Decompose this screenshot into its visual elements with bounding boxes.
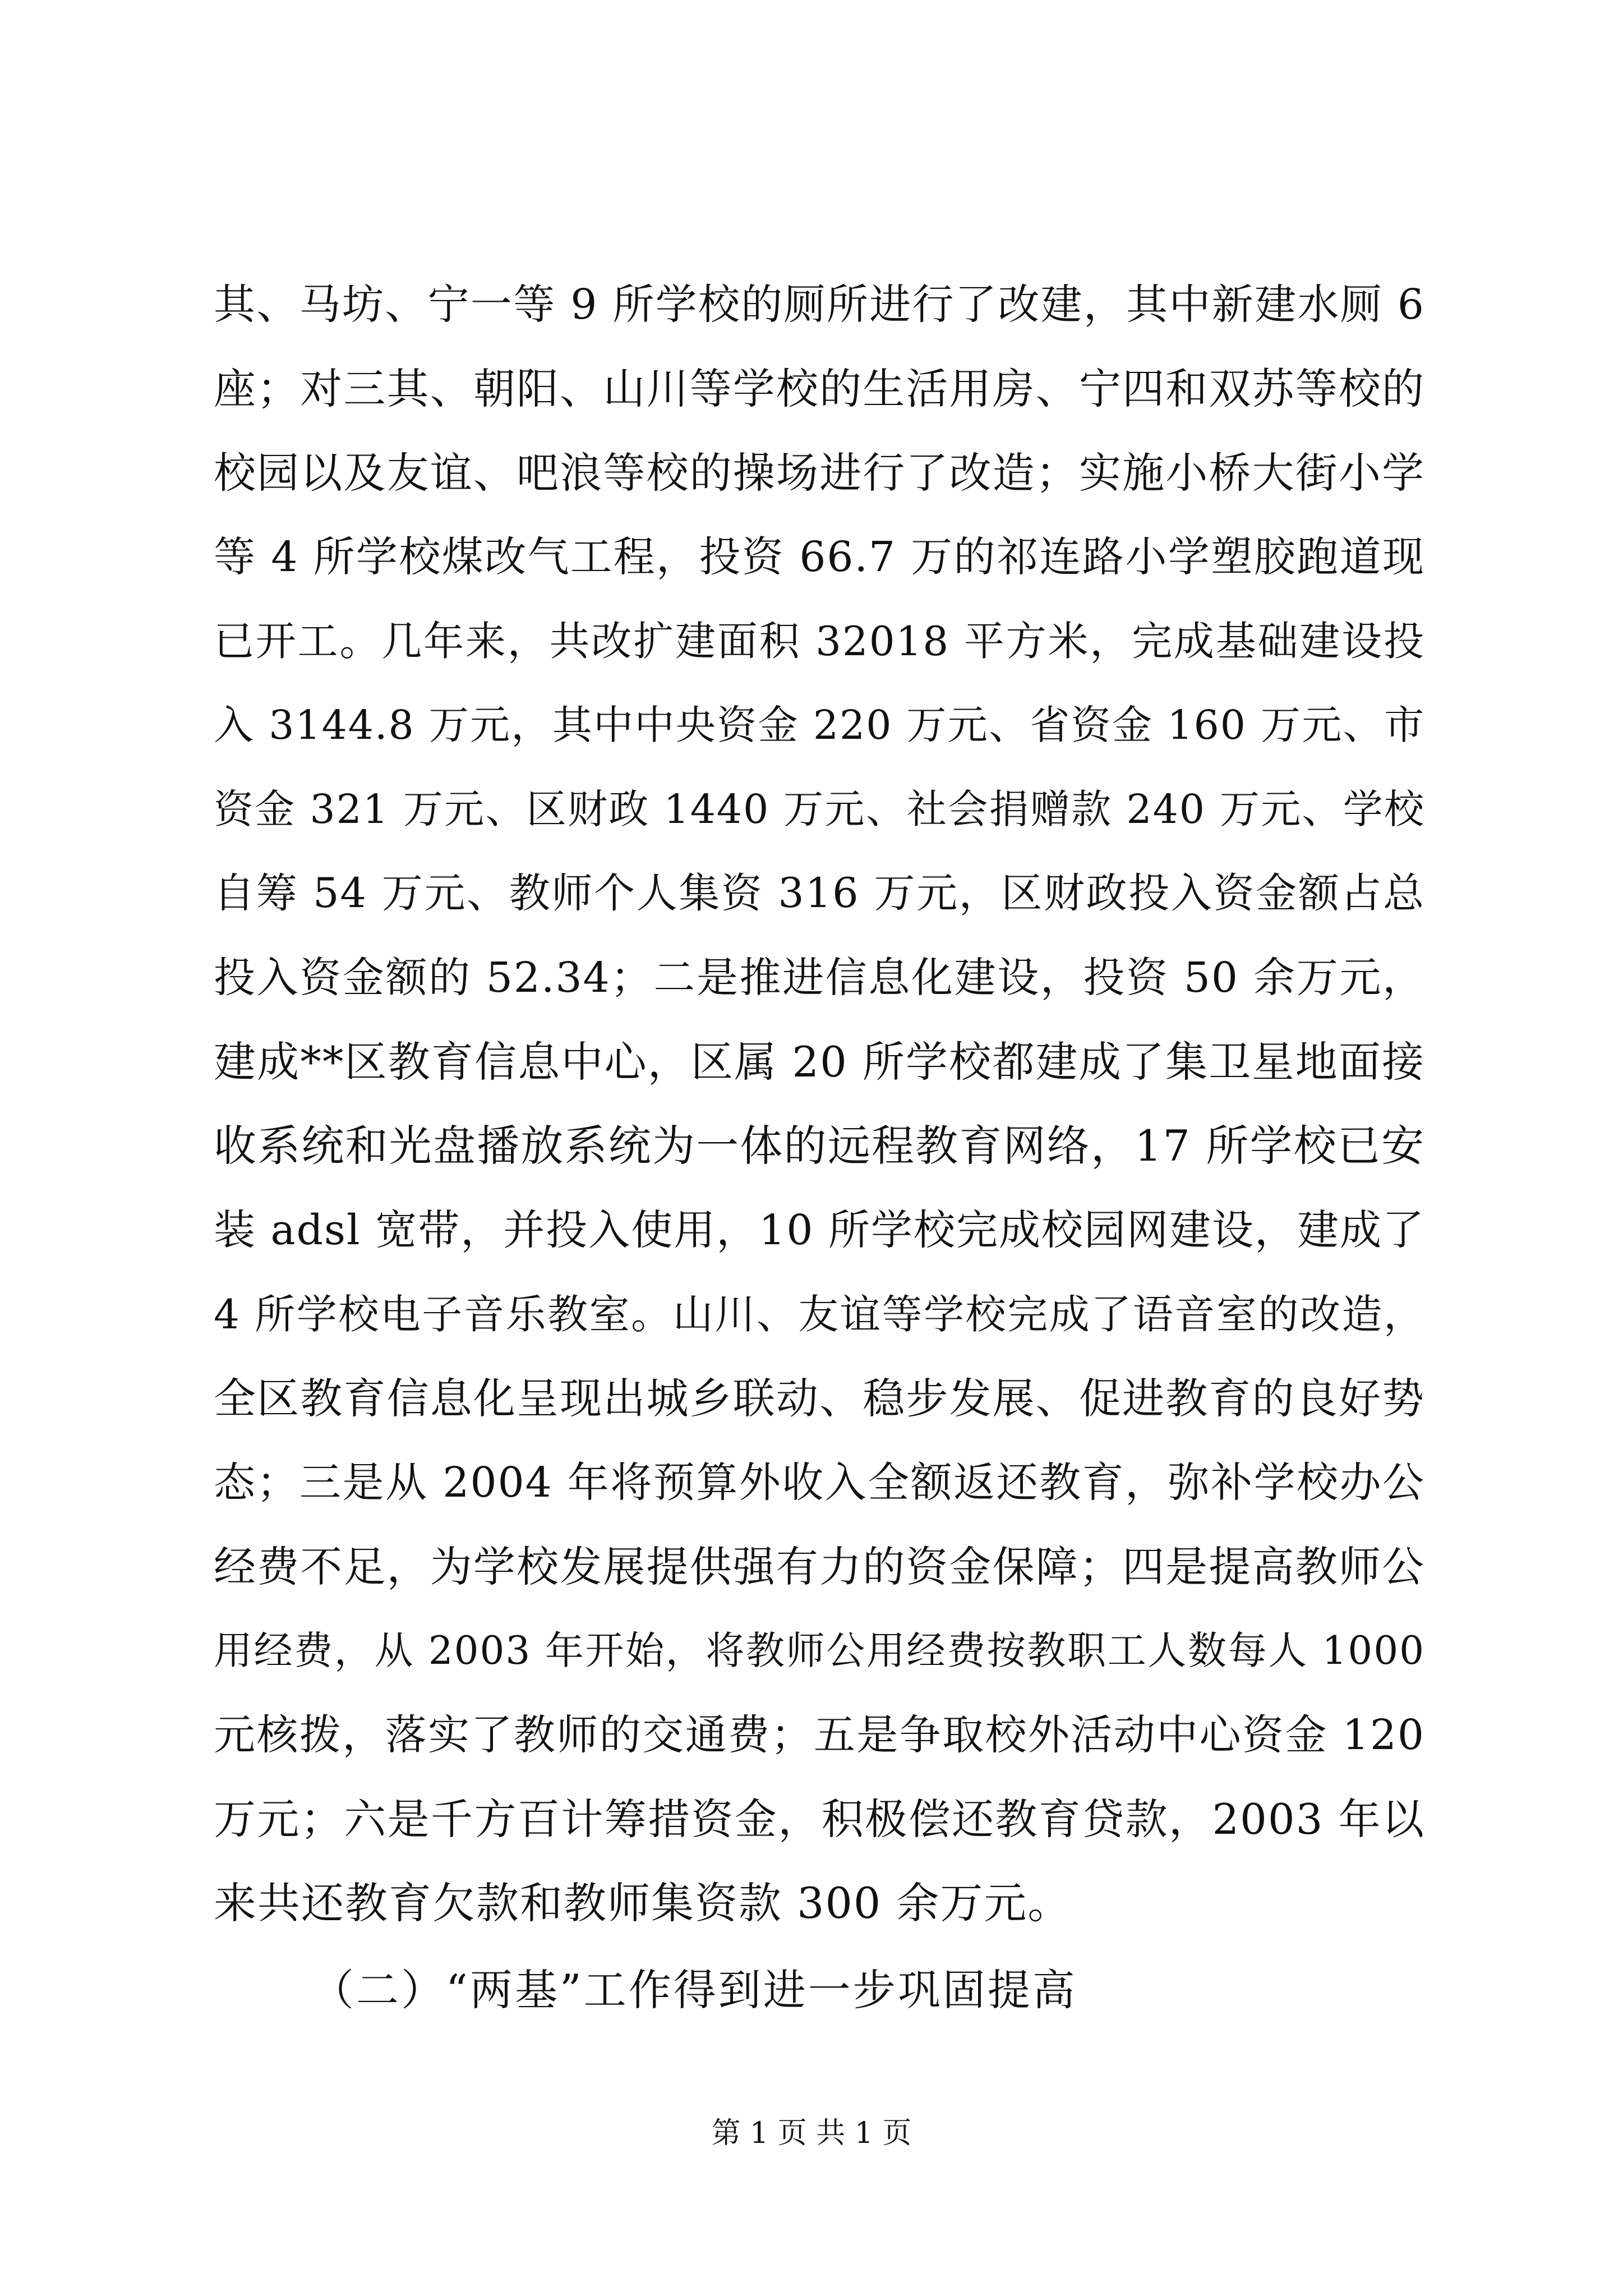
text-line-8: 自筹 54 万元、教师个人集资 316 万元，区财政投入资金额占总: [214, 869, 1425, 917]
text-line-2: 座；对三其、朝阳、山川等学校的生活用房、宁四和双苏等校的: [214, 364, 1425, 413]
text-line-19: 万元；六是千方百计筹措资金，积极偿还教育贷款，2003 年以: [214, 1795, 1425, 1844]
text-line-7: 资金 321 万元、区财政 1440 万元、社会捐赠款 240 万元、学校: [214, 786, 1425, 832]
text-line-9: 投入资金额的 52.34；二是推进信息化建设，投资 50 余万元，: [214, 954, 1425, 1002]
text-line-12: 装 adsl 宽带，并投入使用，10 所学校完成校园网建设，建成了: [214, 1206, 1425, 1254]
body-paragraph: [214, 263, 1425, 1945]
text-line-11: 收系统和光盘播放系统为一体的远程教育网络，17 所学校已安: [214, 1121, 1425, 1171]
text-line-16: 经费不足，为学校发展提供强有力的资金保障；四是提高教师公: [214, 1542, 1425, 1591]
text-line-20: 来共还教育欠款和教师集资款 300 余万元。: [214, 1878, 1072, 1928]
text-line-4: 等 4 所学校煤改气工程，投资 66.7 万的祁连路小学塑胶跑道现: [214, 533, 1425, 581]
text-line-13: 4 所学校电子音乐教室。山川、友谊等学校完成了语音室的改造，: [214, 1291, 1425, 1338]
page-footer: 第 1 页 共 1 页: [711, 2116, 912, 2150]
section-heading: （二）“两基”工作得到进一步巩固提高: [311, 1965, 1077, 2015]
text-line-6: 入 3144.8 万元，其中中央资金 220 万元、省资金 160 万元、市: [214, 702, 1425, 748]
text-line-3: 校园以及友谊、吧浪等校的操场进行了改造；实施小桥大街小学: [214, 448, 1425, 498]
text-line-18: 元核拨，落实了教师的交通费；五是争取校外活动中心资金 120: [214, 1711, 1425, 1759]
text-line-14: 全区教育信息化呈现出城乡联动、稳步发展、促进教育的良好势: [214, 1374, 1425, 1423]
text-line-5: 已开工。几年来，共改扩建面积 32018 平方米，完成基础建设投: [214, 618, 1425, 665]
text-line-10: 建成**区教育信息中心，区属 20 所学校都建成了集卫星地面接: [214, 1037, 1425, 1087]
text-line-1: 其、马坊、宁一等 9 所学校的厕所进行了改建，其中新建水厕 6: [214, 280, 1425, 329]
text-line-15: 态；三是从 2004 年将预算外收入全额返还教育，弥补学校办公: [214, 1458, 1425, 1507]
text-line-17: 用经费，从 2003 年开始，将教师公用经费按教职工人数每人 1000: [214, 1628, 1425, 1673]
